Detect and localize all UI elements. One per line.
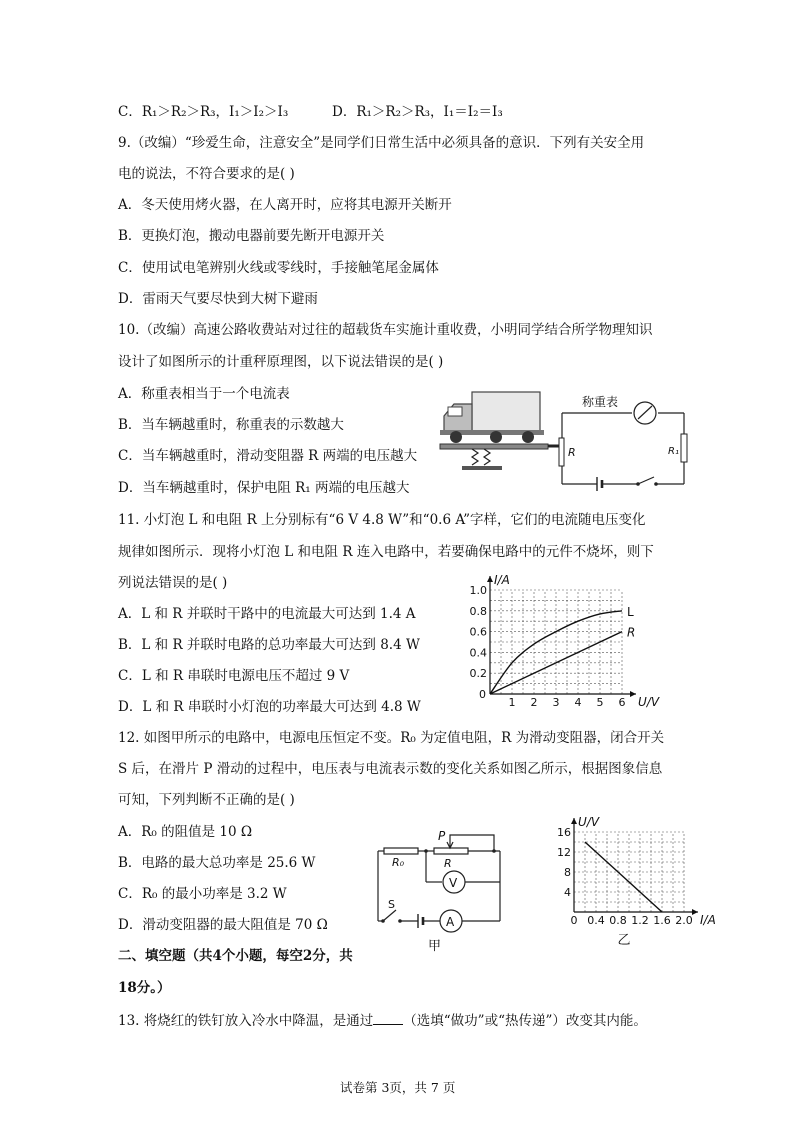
section2-heading-line2: 18分。） [118,980,171,996]
y-tick-label: 8 [564,866,571,879]
q10-option-c: C．当车辆越重时，滑动变阻器 R 两端的电压越大 [118,448,418,464]
y-tick-label: 0.2 [469,667,487,681]
x-tick-label: 3 [552,696,560,709]
x-tick-label: 0 [570,914,578,927]
x-tick-label: 4 [574,696,582,709]
q12-option-b: B．电路的最大总功率是 25.6 W [118,855,316,871]
q13-line [118,1010,647,1031]
origin-label: 0 [479,688,486,701]
x-tick-label: 0.4 [587,914,605,927]
q13-text-before: 13. 将烧红的铁钉放入冷水中降温，是通过 [118,1013,374,1029]
series-line-data [585,842,662,912]
q10-stem-line2: 设计了如图所示的计重秤原理图，以下说法错误的是( ) [118,354,444,370]
r0-label: R₀ [392,856,405,869]
q12-stem-line3: 可知，下列判断不正确的是( ) [118,792,295,808]
r1-label: R₁ [668,446,679,457]
y-axis-arrow [571,818,577,824]
p-label: P [438,829,446,843]
q11-option-b: B．L 和 R 并联时电路的总功率最大可达到 8.4 W [118,637,420,653]
q12-stem-line2: S 后，在滑片 P 滑动的过程中，电压表与电流表示数的变化关系如图乙所示，根据图象信息 [118,761,663,777]
q9-stem-line2: 电的说法，不符合要求的是( ) [118,166,295,182]
q9-option-a: A．冬天使用烤火器，在人离开时，应将其电源开关断开 [118,197,452,213]
x-axis-label: U/V [638,695,660,709]
y-tick-label: 0.8 [469,604,487,618]
section2-heading-line1: 二、填空题（共4个小题，每空2分，共 [118,948,353,964]
q13-text-after: （选填“做功”或“热传递”）改变其内能。 [403,1013,647,1029]
q9-option-b: B．更换灯泡，搬动电器前要先断开电源开关 [118,228,385,244]
y-tick-label: 16 [557,826,571,839]
q10-stem-line1: 10.（改编）高速公路收费站对过往的超载货车实施计重收费，小明同学结合所学物理知识 [118,322,653,338]
q12-ui-chart [546,802,716,952]
x-tick-label: 5 [596,696,604,709]
truck-illustration [440,392,544,443]
q10-option-b: B．当车辆越重时，称重表的示数越大 [118,417,344,433]
y-axis-arrow [487,576,493,582]
y-tick-label: 12 [557,846,571,859]
q11-option-a: A．L 和 R 并联时干路中的电流最大可达到 1.4 A [118,606,416,622]
page-footer: 试卷第 3页，共 7 页 [340,1080,456,1095]
meter-label: 称重表 [582,395,619,409]
y-tick-label: 1.0 [469,584,487,597]
q10-weighing-circuit-figure [432,386,697,496]
x-tick-label: 1 [508,696,516,709]
ammeter-label: A [446,915,455,929]
q11-stem-line2: 规律如图所示．现将小灯泡 L 和电阻 R 连入电路中，若要确保电路中的元件不烧坏，则下 [118,544,654,560]
y-axis-label: I/A [494,573,510,587]
x-tick-label: 1.6 [653,914,671,927]
q13-answer-blank[interactable] [373,1010,403,1025]
q12-circuit-figure [370,826,510,958]
q9-option-c: C．使用试电笔辨别火线或零线时，手接触笔尾金属体 [118,260,439,276]
q12-option-d: D．滑动变阻器的最大阻值是 70 Ω [118,917,328,933]
q11-option-d: D．L 和 R 串联时小灯泡的功率最大可达到 4.8 W [118,699,421,715]
q12-option-a: A．R₀ 的阻值是 10 Ω [118,824,253,840]
x-tick-label: 2.0 [675,914,693,927]
q12-stem-line1: 12. 如图甲所示的电路中，电源电压恒定不变。R₀ 为定值电阻，R 为滑动变阻器，闭合开关 [118,730,665,746]
switch-label: S [388,898,395,911]
q11-iu-chart [462,568,662,718]
q11-stem-line3: 列说法错误的是( ) [118,575,228,591]
x-axis-arrow [630,691,636,697]
q10-option-a: A．称重表相当于一个电流表 [118,386,290,402]
series-label-R: R [627,625,636,640]
series-label-L: L [627,604,634,619]
x-axis-arrow [692,909,698,915]
x-tick-label: 0.8 [609,914,627,927]
y-tick-label: 4 [564,886,571,899]
y-tick-label: 0.6 [469,625,487,639]
q8-option-d: D．R₁＞R₂＞R₃，I₁＝I₂＝I₃ [332,104,503,120]
y-axis-label: U/V [578,815,600,829]
r-label: R [568,446,576,459]
x-tick-label: 6 [618,696,626,709]
x-axis-label: I/A [700,913,716,927]
y-tick-label: 0.4 [469,646,487,660]
q10-option-d: D．当车辆越重时，保护电阻 R₁ 两端的电压越大 [118,480,410,496]
x-tick-label: 1.2 [631,914,649,927]
q12-option-c: C．R₀ 的最小功率是 3.2 W [118,886,287,902]
q8-option-c: C．R₁＞R₂＞R₃，I₁＞I₂＞I₃ [118,104,289,120]
figure-jia-label: 甲 [428,939,442,954]
figure-yi-label: 乙 [617,933,631,948]
q9-option-d: D．雷雨天气要尽快到大树下避雨 [118,291,318,307]
q11-stem-line1: 11. 小灯泡 L 和电阻 R 上分别标有“6 V 4.8 W”和“0.6 A”字样，它们的电流随电压变化 [118,512,646,528]
x-tick-label: 2 [530,696,538,709]
r-label: R [444,857,452,870]
q9-stem-line1: 9.（改编）“珍爱生命，注意安全”是同学们日常生活中必须具备的意识．下列有关安全用 [118,135,645,151]
q11-option-c: C．L 和 R 串联时电源电压不超过 9 V [118,668,350,684]
voltmeter-label: V [449,876,458,890]
